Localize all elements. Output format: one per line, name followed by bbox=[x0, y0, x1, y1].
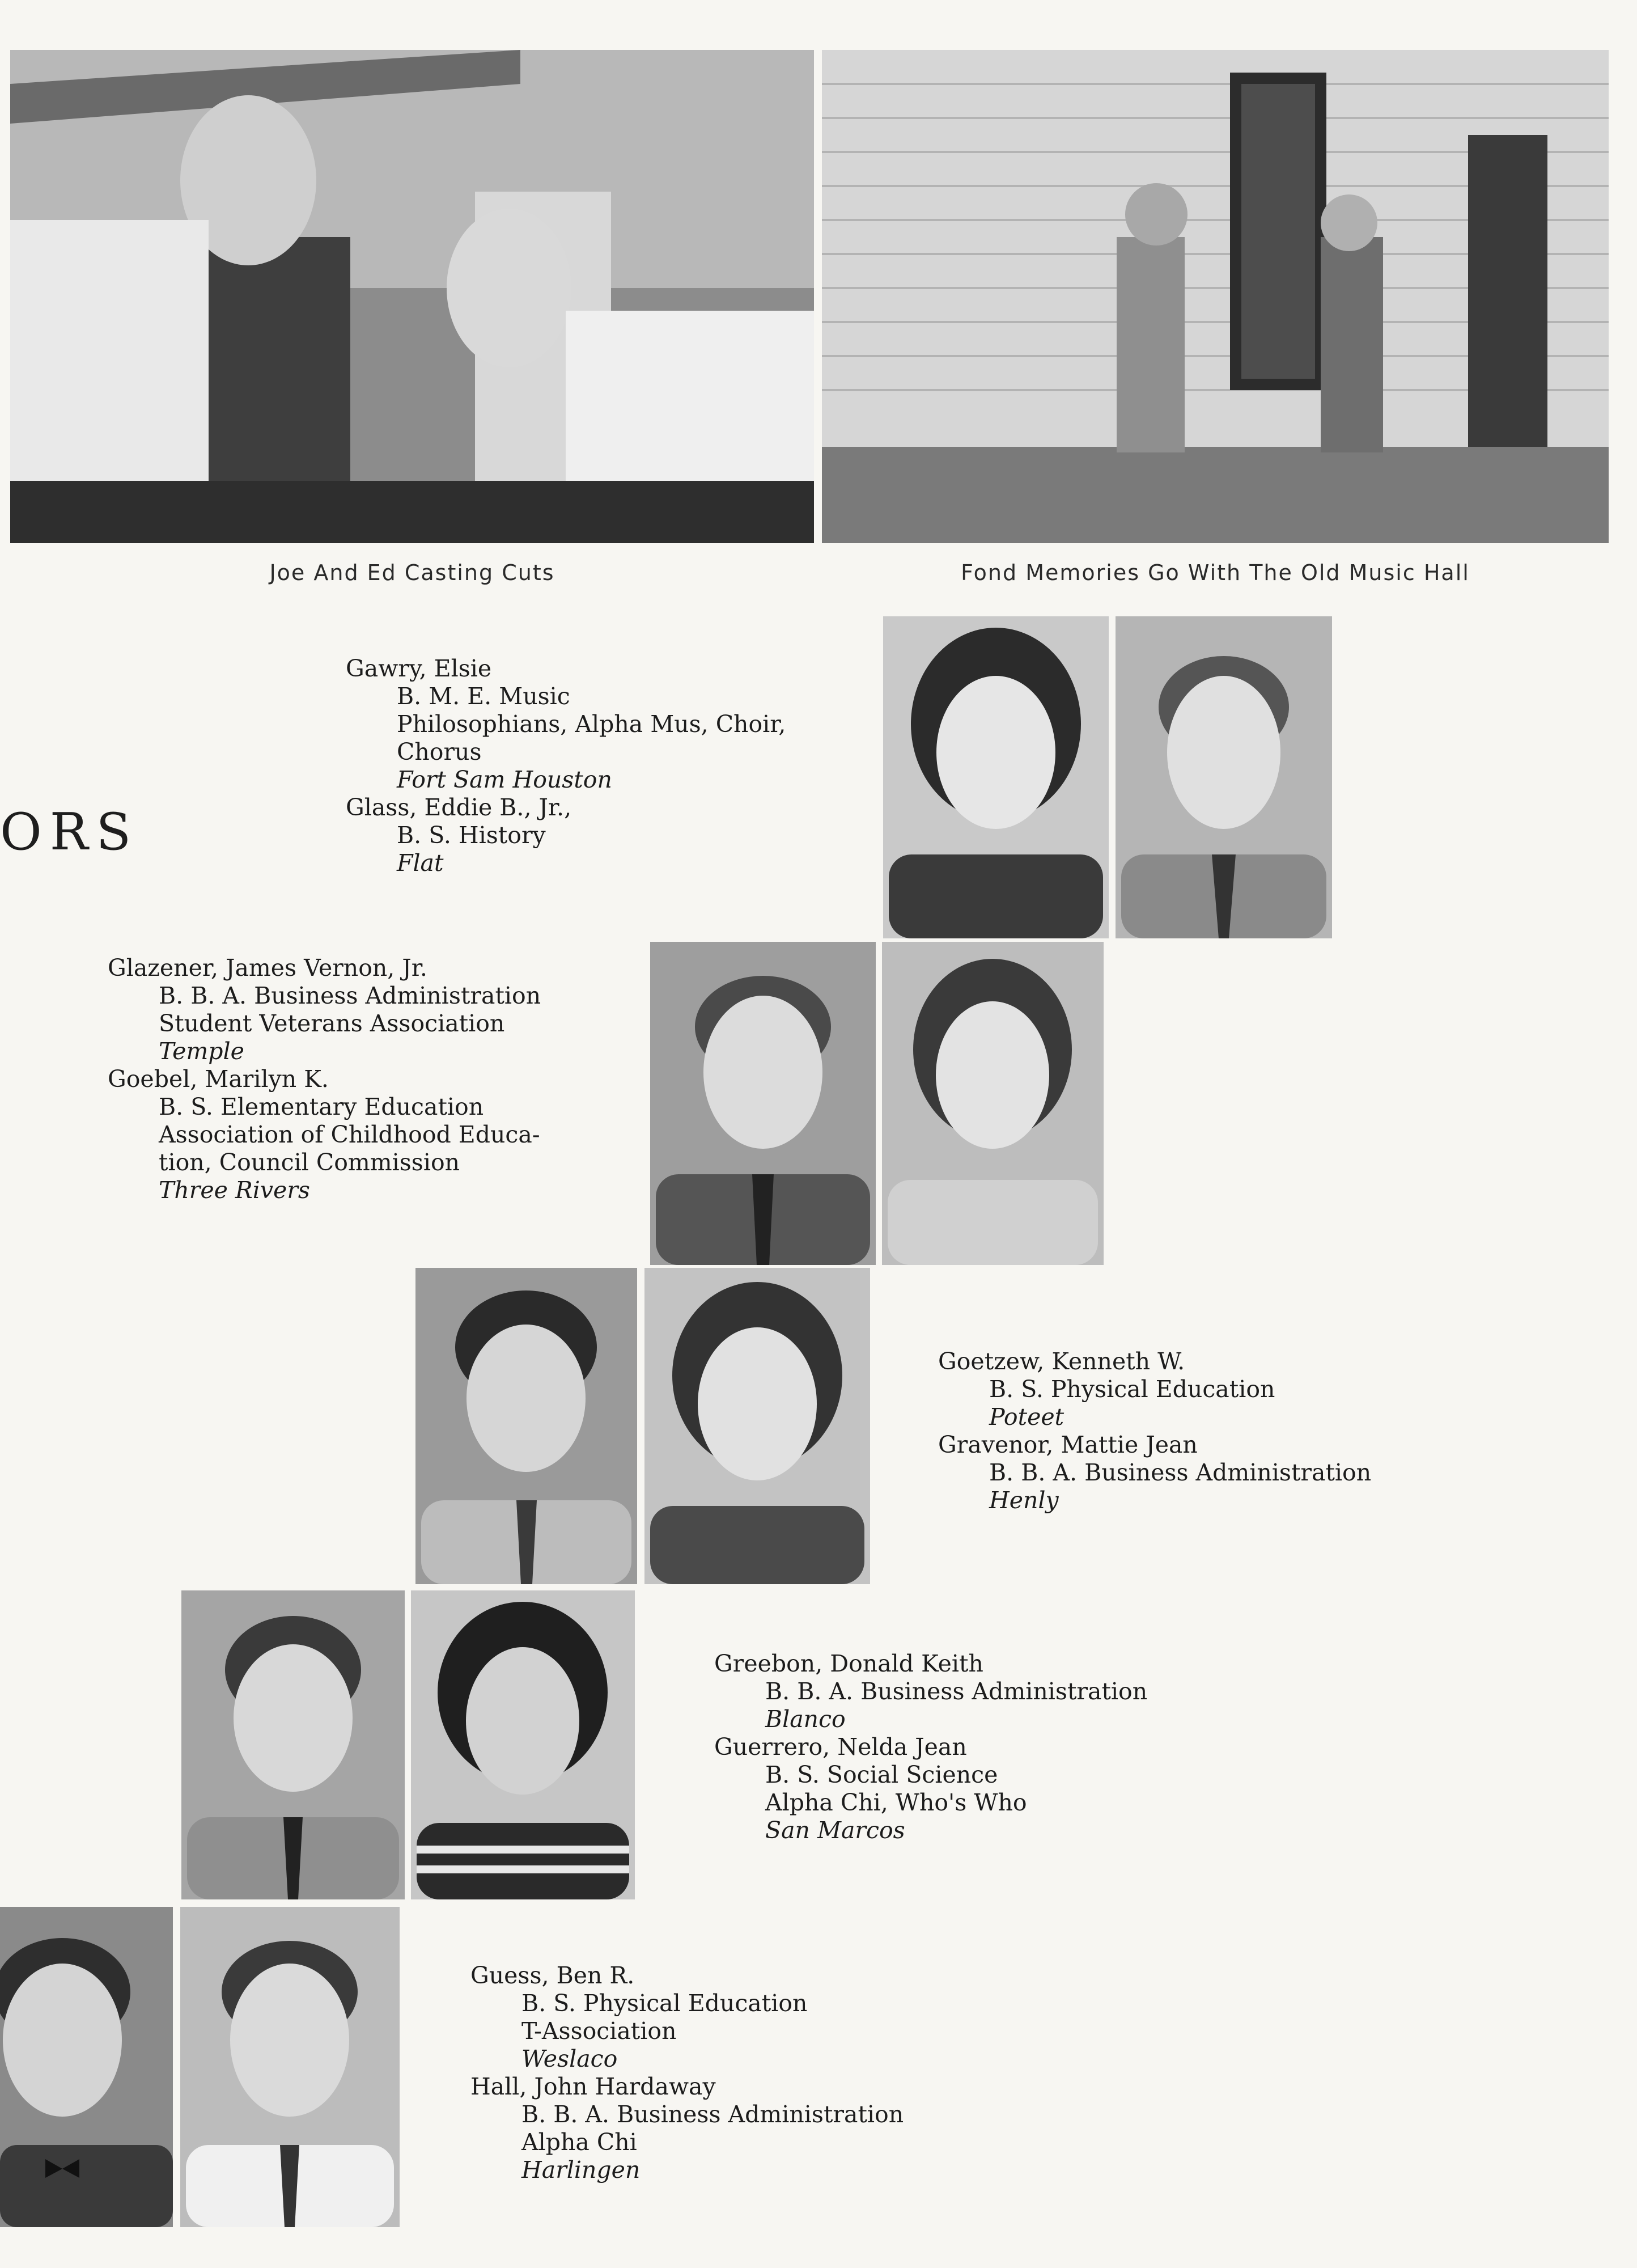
entry-name: Greebon, Donald Keith bbox=[714, 1650, 983, 1677]
entry-degree: B. B. A. Business Administration bbox=[989, 1459, 1372, 1486]
entry-degree: B. B. A. Business Administration bbox=[765, 1678, 1148, 1705]
entry-name: Hall, John Hardaway bbox=[470, 2073, 716, 2100]
entry-activities: tion, Council Commission bbox=[159, 1149, 460, 1176]
portrait-goetzew bbox=[415, 1268, 637, 1584]
portrait-greebon bbox=[181, 1590, 405, 1899]
entry-degree: B. S. Physical Education bbox=[989, 1376, 1275, 1403]
entry-hometown: Blanco bbox=[765, 1706, 846, 1733]
portrait-goebel bbox=[882, 942, 1104, 1265]
music-hall-illustration bbox=[822, 50, 1609, 543]
entry-activities: T-Association bbox=[521, 2017, 677, 2045]
entry-hometown: Henly bbox=[989, 1487, 1059, 1514]
portrait-illustration bbox=[415, 1268, 637, 1584]
entry-activities: Chorus bbox=[397, 738, 482, 765]
entry-hometown: Fort Sam Houston bbox=[397, 766, 612, 793]
entry-hometown: Poteet bbox=[989, 1403, 1065, 1431]
entry-hometown: San Marcos bbox=[765, 1817, 905, 1844]
portrait-guerrero bbox=[411, 1590, 635, 1899]
entry-goetzew-gravenor bbox=[938, 1348, 1371, 1514]
entry-name: Guess, Ben R. bbox=[470, 1962, 635, 1989]
portrait-illustration bbox=[882, 942, 1104, 1265]
portrait-illustration bbox=[650, 942, 876, 1265]
entry-name: Glass, Eddie B., Jr., bbox=[346, 794, 572, 821]
portrait-illustration bbox=[411, 1590, 635, 1899]
entry-name: Goetzew, Kenneth W. bbox=[938, 1348, 1185, 1375]
portrait-illustration bbox=[1116, 616, 1332, 938]
entry-degree: B. B. A. Business Administration bbox=[521, 2101, 904, 2128]
portrait-guess bbox=[0, 1907, 173, 2227]
entry-degree: B. S. Elementary Education bbox=[159, 1093, 484, 1120]
entry-hometown: Three Rivers bbox=[159, 1177, 310, 1204]
portrait-glass bbox=[1116, 616, 1332, 938]
portrait-hall bbox=[180, 1907, 400, 2227]
entry-hometown: Harlingen bbox=[521, 2156, 641, 2184]
entry-degree: B. S. Social Science bbox=[765, 1761, 998, 1788]
entry-hometown: Temple bbox=[159, 1038, 244, 1065]
entry-name: Glazener, James Vernon, Jr. bbox=[108, 954, 427, 981]
entry-degree: B. B. A. Business Administration bbox=[159, 982, 541, 1009]
entry-hometown: Weslaco bbox=[521, 2045, 618, 2072]
entry-name: Gawry, Elsie bbox=[346, 655, 492, 682]
portrait-illustration bbox=[181, 1590, 405, 1899]
entry-degree: B. M. E. Music bbox=[397, 683, 570, 710]
entry-greebon-guerrero bbox=[714, 1650, 1147, 1844]
portrait-illustration bbox=[883, 616, 1109, 938]
portrait-gravenor bbox=[644, 1268, 870, 1584]
portrait-illustration bbox=[180, 1907, 400, 2227]
caption-casting-cuts: Joe And Ed Casting Cuts bbox=[269, 560, 555, 585]
entry-glazener-goebel bbox=[108, 954, 541, 1204]
portrait-gawry bbox=[883, 616, 1109, 938]
entry-hometown: Flat bbox=[397, 849, 444, 877]
portrait-glazener bbox=[650, 942, 876, 1265]
entry-activities: Philosophians, Alpha Mus, Choir, bbox=[397, 710, 786, 738]
entry-gawry-glass bbox=[346, 655, 786, 877]
entry-activities: Alpha Chi, Who's Who bbox=[765, 1789, 1027, 1816]
portrait-illustration bbox=[0, 1907, 173, 2227]
caption-music-hall: Fond Memories Go With The Old Music Hall bbox=[961, 560, 1470, 585]
entry-activities: Alpha Chi bbox=[521, 2129, 637, 2156]
portrait-illustration bbox=[644, 1268, 870, 1584]
casting-cuts-illustration bbox=[10, 50, 814, 543]
section-heading-fragment: ORS bbox=[0, 802, 139, 862]
entry-degree: B. S. Physical Education bbox=[521, 1990, 808, 2017]
entry-name: Guerrero, Nelda Jean bbox=[714, 1733, 967, 1761]
entry-activities: Student Veterans Association bbox=[159, 1010, 505, 1037]
photo-casting-cuts bbox=[10, 50, 814, 543]
photo-music-hall bbox=[822, 50, 1609, 543]
entry-activities: Association of Childhood Educa- bbox=[159, 1121, 540, 1148]
entry-name: Gravenor, Mattie Jean bbox=[938, 1431, 1198, 1458]
entry-degree: B. S. History bbox=[397, 822, 546, 849]
entry-guess-hall bbox=[470, 1962, 904, 2184]
entry-name: Goebel, Marilyn K. bbox=[108, 1065, 329, 1093]
